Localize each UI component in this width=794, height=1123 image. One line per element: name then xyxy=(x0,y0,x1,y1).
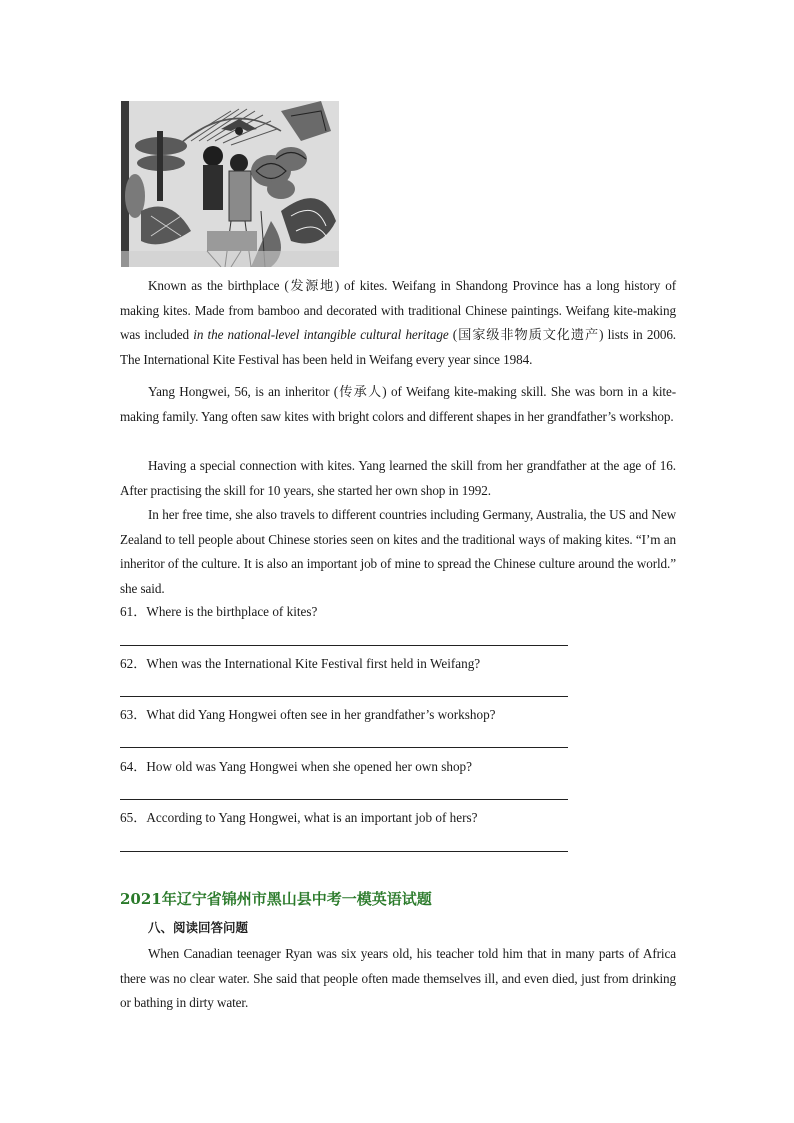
section-title: 2021年辽宁省锦州市黑山县中考一模英语试题 xyxy=(120,890,432,908)
passage-paragraph-3: Having a special connection with kites. Yang learned the skill from her grandfather at the age of 16. After practising the skill for 10 years, she started her own shop in 1992. xyxy=(120,458,676,498)
italic-phrase: in the national-level intangible cultural heritage xyxy=(193,327,449,342)
section2-paragraph-1: When Canadian teenager Ryan was six years old, his teacher told him that in many parts of Africa there was no clear water. She said that people often made themselves ill, and even died, just from drinking or bathing in dirty water. xyxy=(120,946,676,1010)
question-65: 65．According to Yang Hongwei, what is an important job of hers? xyxy=(120,810,478,825)
answer-line-62[interactable] xyxy=(120,696,568,697)
kite-festival-photo xyxy=(121,101,339,267)
question-62: 62．When was the International Kite Festival first held in Weifang? xyxy=(120,656,481,671)
passage-paragraph-4: In her free time, she also travels to different countries including Germany, Australia, the US and New Zealand to tell people about Chinese stories seen on kites and the traditional ways of making kites. “I’m an inheritor of the culture. It is also an important job of mine to spread the Chinese culture around the world.” she said. xyxy=(120,507,676,596)
question-61: 61．Where is the birthplace of kites? xyxy=(120,604,318,619)
section-subtitle: 八、阅读回答问题 xyxy=(148,920,249,935)
question-64: 64．How old was Yang Hongwei when she opened her own shop? xyxy=(120,759,472,774)
question-63: 63．What did Yang Hongwei often see in her grandfather’s workshop? xyxy=(120,707,496,722)
passage-paragraph-1: Known as the birthplace (发源地) of kites. Weifang in Shandong Province has a long history of making kites. Made from bamboo and decorated with traditional Chinese paintings. Weifang kite-making was included in the national-level intangible cultural heritage (国家级非物质文化遗产) lists in 2006. The International Kite Festival has been held in Weifang every year since 1984. xyxy=(120,278,677,367)
kite-photo-illustration xyxy=(121,101,339,267)
answer-line-64[interactable] xyxy=(120,799,568,800)
answer-line-65[interactable] xyxy=(120,851,568,852)
passage-paragraph-2: Yang Hongwei, 56, is an inheritor (传承人) of Weifang kite-making skill. She was born in a kite-making family. Yang often saw kites with bright colors and different shapes in her grandfather’s workshop. xyxy=(120,384,676,424)
answer-line-61[interactable] xyxy=(120,645,568,646)
answer-line-63[interactable] xyxy=(120,747,568,748)
